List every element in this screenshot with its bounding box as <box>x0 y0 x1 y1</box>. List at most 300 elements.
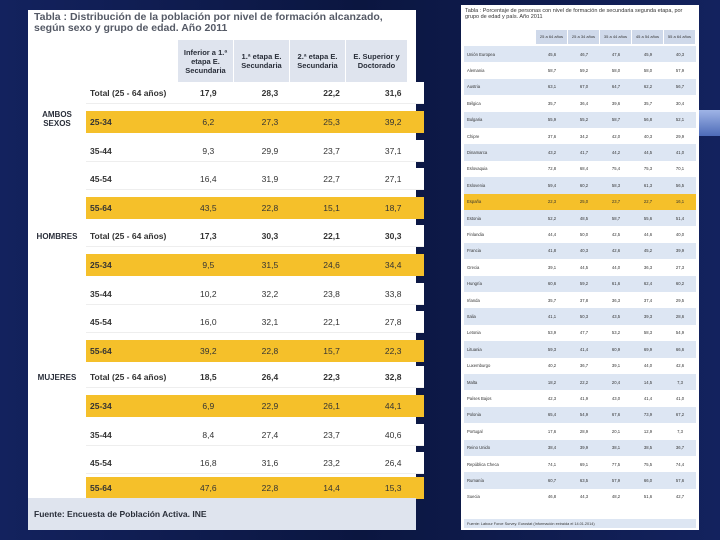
country-name: Chipre <box>467 133 480 139</box>
row-label: Total (25 - 64 años) <box>90 87 167 98</box>
cell-value: 57,6 <box>675 478 685 484</box>
cell-value: 22,3 <box>547 199 557 205</box>
side-tab-marker <box>698 110 720 136</box>
table-row <box>86 82 424 104</box>
country-row <box>464 177 696 193</box>
cell-value: 75,4 <box>611 166 621 172</box>
cell-value: 35,7 <box>547 297 557 303</box>
table-row <box>86 311 424 333</box>
cell-value: 18,7 <box>384 203 402 213</box>
cell-value: 64,7 <box>611 84 621 90</box>
cell-value: 44,2 <box>611 150 621 156</box>
cell-value: 66,6 <box>675 346 685 352</box>
cell-value: 58,3 <box>643 330 653 336</box>
cell-value: 57,9 <box>611 478 621 484</box>
country-row <box>464 472 696 488</box>
row-label: 55-64 <box>90 346 112 356</box>
cell-value: 34,4 <box>384 260 402 270</box>
cell-value: 37,1 <box>384 145 402 156</box>
cell-value: 44,5 <box>579 264 589 270</box>
cell-value: 75,5 <box>643 461 653 467</box>
cell-value: 44,4 <box>547 232 557 238</box>
cell-value: 69,1 <box>579 461 589 467</box>
cell-value: 47,6 <box>611 51 621 57</box>
country-name: Reino Unido <box>467 445 491 451</box>
cell-value: 36,3 <box>643 264 653 270</box>
cell-value: 20,1 <box>611 428 621 434</box>
cell-value: 16,1 <box>675 199 685 205</box>
cell-value: 40,3 <box>643 133 653 139</box>
cell-value: 12,9 <box>643 428 653 434</box>
cell-value: 42,0 <box>611 133 621 139</box>
row-label: 55-64 <box>90 483 112 493</box>
cell-value: 58,3 <box>611 182 621 188</box>
country-row <box>464 276 696 292</box>
cell-value: 36,7 <box>675 445 685 451</box>
cell-value: 23,7 <box>323 145 340 156</box>
country-row <box>464 374 696 390</box>
country-row <box>464 161 696 177</box>
header-e-superior: E. Superior y Doctorado <box>346 40 408 82</box>
cell-value: 53,2 <box>611 330 621 336</box>
cell-value: 23,7 <box>611 199 621 205</box>
cell-value: 35,7 <box>643 100 653 106</box>
cell-value: 38,1 <box>611 445 621 451</box>
table-row <box>86 452 424 474</box>
cell-value: 59,2 <box>579 68 589 74</box>
country-row <box>464 440 696 456</box>
cell-value: 73,9 <box>643 412 653 418</box>
row-label: 45-54 <box>90 316 112 327</box>
left-table-panel <box>28 10 416 530</box>
cell-value: 31,6 <box>384 87 402 98</box>
country-row <box>464 112 696 128</box>
cell-value: 55,9 <box>547 117 557 123</box>
header-25-34: 25 a 34 años <box>568 30 600 44</box>
table-row <box>86 111 424 133</box>
cell-value: 39,9 <box>675 248 685 254</box>
left-table-source: Fuente: Encuesta de Población Activa. INE <box>28 498 416 530</box>
cell-value: 47,6 <box>200 483 217 493</box>
cell-value: 24,6 <box>323 260 340 270</box>
country-name: Bulgaria <box>467 117 483 123</box>
cell-value: 7,3 <box>677 428 683 434</box>
cell-value: 30,4 <box>675 100 685 106</box>
header-55-64: 55 a 64 años <box>664 30 696 44</box>
cell-value: 30,3 <box>261 230 279 241</box>
cell-value: 46,8 <box>547 494 557 500</box>
cell-value: 30,3 <box>384 230 402 241</box>
cell-value: 70,1 <box>675 166 685 172</box>
cell-value: 31,5 <box>261 260 279 270</box>
cell-value: 42,3 <box>547 396 557 402</box>
cell-value: 42,6 <box>675 363 685 369</box>
cell-value: 29,5 <box>675 297 685 303</box>
cell-value: 9,3 <box>202 145 215 156</box>
country-row <box>464 423 696 439</box>
table-row <box>86 395 424 417</box>
cell-value: 58,0 <box>643 68 653 74</box>
cell-value: 40,6 <box>384 429 402 440</box>
cell-value: 22,3 <box>384 346 402 356</box>
group-label-hombres: HOMBRES <box>36 232 78 241</box>
cell-value: 39,2 <box>200 346 217 356</box>
cell-value: 45,9 <box>643 51 653 57</box>
cell-value: 14,4 <box>323 483 340 493</box>
cell-value: 16,4 <box>200 173 217 184</box>
cell-value: 41,4 <box>579 346 589 352</box>
cell-value: 39,9 <box>579 445 589 451</box>
cell-value: 27,4 <box>261 429 279 440</box>
cell-value: 18,2 <box>547 379 557 385</box>
cell-value: 40,0 <box>675 232 685 238</box>
country-row <box>464 489 696 505</box>
cell-value: 36,7 <box>579 363 589 369</box>
cell-value: 34,2 <box>579 133 589 139</box>
cell-value: 42,5 <box>611 232 621 238</box>
group-label-mujeres: MUJERES <box>37 373 77 382</box>
cell-value: 47,7 <box>579 330 589 336</box>
cell-value: 16,0 <box>200 316 217 327</box>
country-row <box>464 390 696 406</box>
row-label: 35-44 <box>90 145 112 156</box>
table-row <box>86 197 424 219</box>
country-name: España <box>467 199 482 205</box>
cell-value: 15,1 <box>323 203 340 213</box>
cell-value: 58,7 <box>547 68 557 74</box>
country-row <box>464 456 696 472</box>
row-label: 25-34 <box>90 401 112 411</box>
header-inferior-1a-etapa: Inferior a 1.ª etapa E. Secundaria <box>178 40 234 82</box>
row-label: Total (25 - 64 años) <box>90 230 167 241</box>
cell-value: 8,4 <box>202 429 215 440</box>
row-label: 25-34 <box>90 117 112 127</box>
cell-value: 48,5 <box>579 215 589 221</box>
country-row <box>464 341 696 357</box>
cell-value: 40,3 <box>675 51 685 57</box>
table-row <box>86 477 424 499</box>
country-name: Estonia <box>467 215 481 221</box>
cell-value: 22,7 <box>643 199 653 205</box>
cell-value: 22,1 <box>323 230 340 241</box>
cell-value: 39,3 <box>643 314 653 320</box>
table-row <box>86 366 424 388</box>
country-row <box>464 308 696 324</box>
cell-value: 44,0 <box>643 363 653 369</box>
country-name: Países Bajos <box>467 396 492 402</box>
cell-value: 23,7 <box>323 429 340 440</box>
cell-value: 69,9 <box>643 346 653 352</box>
cell-value: 40,2 <box>547 363 557 369</box>
country-name: República Checa <box>467 461 499 467</box>
cell-value: 38,4 <box>547 445 557 451</box>
cell-value: 60,7 <box>547 478 557 484</box>
cell-value: 74,1 <box>547 461 557 467</box>
right-table-panel <box>461 5 699 530</box>
cell-value: 39,1 <box>547 264 557 270</box>
cell-value: 7,3 <box>677 379 683 385</box>
cell-value: 58,7 <box>611 215 621 221</box>
cell-value: 32,8 <box>384 371 402 382</box>
cell-value: 54,9 <box>579 412 589 418</box>
table-row <box>86 254 424 276</box>
cell-value: 22,3 <box>323 371 340 382</box>
row-label: 55-64 <box>90 203 112 213</box>
cell-value: 52,1 <box>675 117 685 123</box>
cell-value: 52,2 <box>547 215 557 221</box>
country-row <box>464 79 696 95</box>
cell-value: 61,3 <box>643 182 653 188</box>
country-row <box>464 46 696 62</box>
cell-value: 14,5 <box>643 379 653 385</box>
country-row <box>464 128 696 144</box>
cell-value: 32,2 <box>261 288 279 299</box>
country-name: Finlandia <box>467 232 484 238</box>
table-row <box>86 340 424 362</box>
country-name: Luxemburgo <box>467 363 491 369</box>
cell-value: 63,1 <box>547 84 557 90</box>
cell-value: 75,3 <box>643 166 653 172</box>
cell-value: 27,3 <box>261 117 279 127</box>
cell-value: 43,5 <box>200 203 217 213</box>
country-name: Francia <box>467 248 481 254</box>
country-row <box>464 243 696 259</box>
country-name: Portugal <box>467 428 483 434</box>
cell-value: 41,0 <box>675 396 685 402</box>
cell-value: 61,6 <box>611 281 621 287</box>
cell-value: 44,1 <box>384 401 402 411</box>
cell-value: 55,2 <box>579 117 589 123</box>
cell-value: 6,9 <box>202 401 215 411</box>
row-label: 25-34 <box>90 260 112 270</box>
cell-value: 50,3 <box>579 314 589 320</box>
cell-value: 68,4 <box>579 166 589 172</box>
cell-value: 39,1 <box>611 363 621 369</box>
cell-value: 56,5 <box>675 182 685 188</box>
cell-value: 65,4 <box>547 412 557 418</box>
cell-value: 6,2 <box>202 117 215 127</box>
cell-value: 17,9 <box>200 87 217 98</box>
header-35-44: 35 a 44 años <box>600 30 632 44</box>
country-name: Dinamarca <box>467 150 488 156</box>
country-name: Rumanía <box>467 478 484 484</box>
header-45-54: 45 a 54 años <box>632 30 664 44</box>
cell-value: 25,3 <box>323 117 340 127</box>
country-row <box>464 325 696 341</box>
cell-value: 77,5 <box>611 461 621 467</box>
cell-value: 46,7 <box>579 51 589 57</box>
country-row <box>464 210 696 226</box>
group-label-ambos-sexos: AMBOS SEXOS <box>42 110 72 128</box>
cell-value: 16,8 <box>200 457 217 468</box>
cell-value: 26,4 <box>384 457 402 468</box>
cell-value: 27,8 <box>384 316 402 327</box>
cell-value: 58,0 <box>611 68 621 74</box>
country-name: Eslovenia <box>467 182 486 188</box>
cell-value: 36,4 <box>579 100 589 106</box>
cell-value: 15,3 <box>384 483 402 493</box>
country-row <box>464 407 696 423</box>
cell-value: 29,9 <box>675 133 685 139</box>
cell-value: 31,6 <box>261 457 279 468</box>
cell-value: 37,6 <box>547 133 557 139</box>
cell-value: 22,8 <box>261 346 279 356</box>
table-row <box>86 168 424 190</box>
country-name: Unión Europea <box>467 51 495 57</box>
cell-value: 42,6 <box>611 248 621 254</box>
cell-value: 37,8 <box>579 297 589 303</box>
cell-value: 22,7 <box>323 173 340 184</box>
country-row <box>464 62 696 78</box>
cell-value: 67,6 <box>611 412 621 418</box>
cell-value: 59,3 <box>547 346 557 352</box>
cell-value: 22,2 <box>323 87 340 98</box>
cell-value: 60,6 <box>547 281 557 287</box>
cell-value: 58,7 <box>611 117 621 123</box>
cell-value: 63,5 <box>579 478 589 484</box>
cell-value: 35,7 <box>547 100 557 106</box>
cell-value: 44,5 <box>643 150 653 156</box>
cell-value: 41,9 <box>579 396 589 402</box>
country-name: Grecia <box>467 264 480 270</box>
cell-value: 44,6 <box>643 232 653 238</box>
cell-value: 31,9 <box>261 173 279 184</box>
cell-value: 22,8 <box>261 483 279 493</box>
cell-value: 22,9 <box>261 401 279 411</box>
cell-value: 44,0 <box>611 264 621 270</box>
cell-value: 43,2 <box>547 150 557 156</box>
cell-value: 41,8 <box>547 248 557 254</box>
cell-value: 33,8 <box>384 288 402 299</box>
cell-value: 59,2 <box>579 281 589 287</box>
cell-value: 48,2 <box>611 494 621 500</box>
cell-value: 17,6 <box>547 428 557 434</box>
cell-value: 10,2 <box>200 288 217 299</box>
cell-value: 43,0 <box>611 396 621 402</box>
cell-value: 57,9 <box>675 68 685 74</box>
cell-value: 28,9 <box>579 428 589 434</box>
cell-value: 27,1 <box>384 173 402 184</box>
cell-value: 20,4 <box>611 379 621 385</box>
cell-value: 9,5 <box>202 260 215 270</box>
row-label: 35-44 <box>90 288 112 299</box>
cell-value: 39,6 <box>611 100 621 106</box>
cell-value: 56,8 <box>643 117 653 123</box>
country-row <box>464 144 696 160</box>
cell-value: 60,9 <box>611 346 621 352</box>
cell-value: 26,4 <box>261 371 279 382</box>
cell-value: 22,8 <box>261 203 279 213</box>
country-name: Irlanda <box>467 297 480 303</box>
cell-value: 27,3 <box>675 264 685 270</box>
cell-value: 40,3 <box>579 248 589 254</box>
cell-value: 53,9 <box>547 330 557 336</box>
cell-value: 28,6 <box>675 314 685 320</box>
cell-value: 37,4 <box>643 297 653 303</box>
country-name: Bélgica <box>467 100 481 106</box>
header-25-64: 25 a 64 años <box>536 30 568 44</box>
cell-value: 32,1 <box>261 316 279 327</box>
cell-value: 54,9 <box>675 330 685 336</box>
cell-value: 23,8 <box>323 288 340 299</box>
header-1a-etapa: 1.ª etapa E. Secundaria <box>234 40 290 82</box>
country-name: Suecia <box>467 494 480 500</box>
country-name: Eslovaquia <box>467 166 488 172</box>
cell-value: 50,0 <box>579 232 589 238</box>
cell-value: 44,3 <box>579 494 589 500</box>
cell-value: 22,1 <box>323 316 340 327</box>
row-label: 45-54 <box>90 173 112 184</box>
cell-value: 67,0 <box>579 84 589 90</box>
cell-value: 38,5 <box>643 445 653 451</box>
cell-value: 41,0 <box>675 150 685 156</box>
country-name: Austria <box>467 84 481 90</box>
country-name: Lituania <box>467 346 482 352</box>
country-name: Alemania <box>467 68 485 74</box>
country-row <box>464 358 696 374</box>
country-row <box>464 194 696 210</box>
cell-value: 41,7 <box>579 150 589 156</box>
cell-value: 62,4 <box>643 281 653 287</box>
cell-value: 29,9 <box>261 145 279 156</box>
cell-value: 26,1 <box>323 401 340 411</box>
cell-value: 51,4 <box>675 215 685 221</box>
right-table-source: Fuente: Labour Force Survey. Eurostat (Información extraída el 14.01.2014) <box>464 519 696 528</box>
table-row <box>86 140 424 162</box>
cell-value: 62,2 <box>643 84 653 90</box>
table-row <box>86 424 424 446</box>
row-label: Total (25 - 64 años) <box>90 371 167 382</box>
country-row <box>464 292 696 308</box>
cell-value: 66,0 <box>643 478 653 484</box>
cell-value: 59,4 <box>547 182 557 188</box>
country-name: Polonia <box>467 412 481 418</box>
cell-value: 23,2 <box>323 457 340 468</box>
cell-value: 74,4 <box>675 461 685 467</box>
cell-value: 67,2 <box>675 412 685 418</box>
cell-value: 45,6 <box>547 51 557 57</box>
cell-value: 45,2 <box>643 248 653 254</box>
cell-value: 28,3 <box>261 87 279 98</box>
cell-value: 43,5 <box>611 314 621 320</box>
cell-value: 39,2 <box>384 117 402 127</box>
row-label: 45-54 <box>90 457 112 468</box>
country-name: Letonia <box>467 330 481 336</box>
country-row <box>464 259 696 275</box>
left-table-title: Tabla : Distribución de la población por nivel de formación alcanzado, según sexo y grupo de edad. Año 2011 <box>34 11 383 34</box>
cell-value: 36,3 <box>611 297 621 303</box>
country-row <box>464 95 696 111</box>
cell-value: 41,1 <box>547 314 557 320</box>
row-label: 35-44 <box>90 429 112 440</box>
country-row <box>464 226 696 242</box>
cell-value: 42,7 <box>675 494 685 500</box>
right-table-title: Tabla : Porcentaje de personas con nivel de formación de secundaria segunda etapa, por grupo de edad y país. Año 2011 <box>465 8 683 20</box>
cell-value: 72,8 <box>547 166 557 172</box>
cell-value: 51,6 <box>643 494 653 500</box>
cell-value: 56,7 <box>675 84 685 90</box>
country-name: Malta <box>467 379 478 385</box>
cell-value: 55,6 <box>643 215 653 221</box>
country-name: Italia <box>467 314 476 320</box>
cell-value: 17,3 <box>200 230 217 241</box>
cell-value: 25,0 <box>579 199 589 205</box>
country-name: Hungría <box>467 281 482 287</box>
table-row <box>86 225 424 247</box>
cell-value: 60,2 <box>579 182 589 188</box>
cell-value: 41,4 <box>643 396 653 402</box>
cell-value: 22,2 <box>579 379 589 385</box>
